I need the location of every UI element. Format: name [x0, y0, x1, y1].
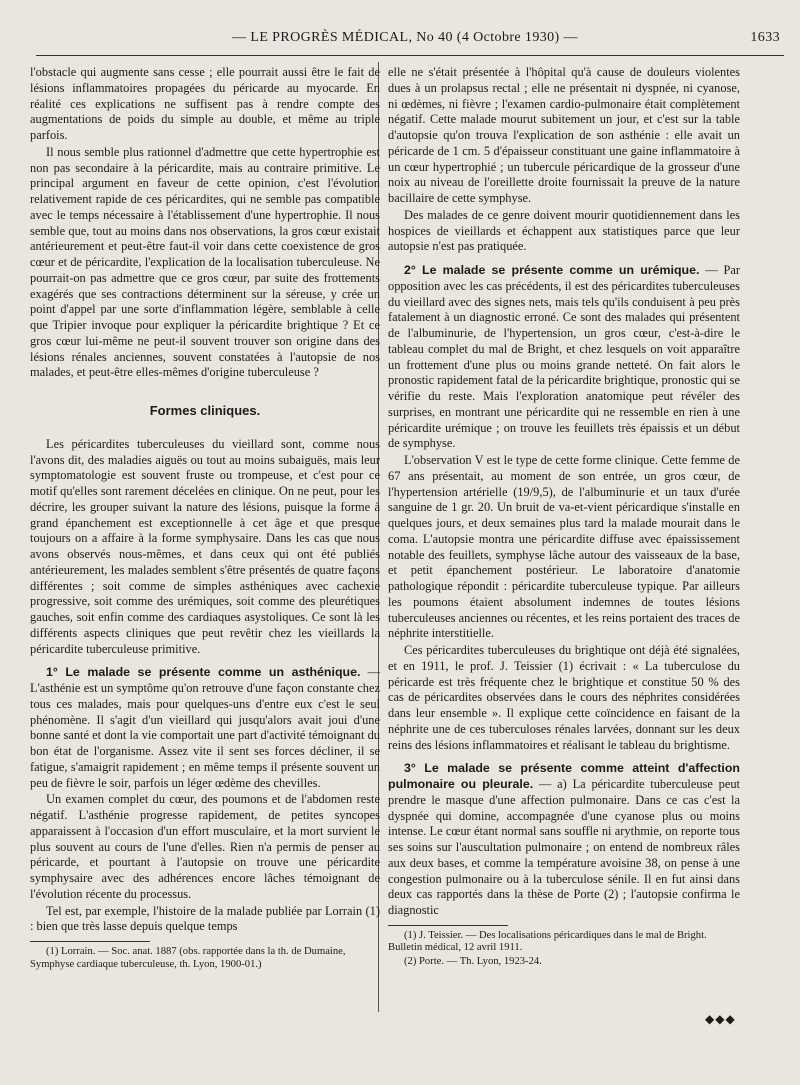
subsection-paragraph — [388, 263, 740, 452]
subsection-text: — a) La péricardite tuberculeuse peut prendre le masque d'une affection pulmonaire. Dans ce cas c'est la dyspnée qui domine, accompagnée d'une cyanose plus ou moins intense. Le cœur étant normal sans souffle ni arythmie, on reporte tous ses soins sur l'auscultation pulmonaire ; on entend de nombreux râles aux deux bases, et comme la température avoisine 38, on pense à une congestion pulmonaire ou à la tuberculose sénile. Il en fut ainsi dans deux cas rapportés dans la thèse de Porte (2) ; l'autopsie confirma le diagnostic — [388, 777, 741, 917]
page-number: 1633 — [750, 30, 780, 45]
paragraph: Des malades de ce genre doivent mourir quotidiennement dans les hospices de vieillards et échappent aux statistiques parce que leur autopsie n'est pas pratiquée. — [388, 207, 740, 254]
footnote: (1) Lorrain. — Soc. anat. 1887 (obs. rapportée dans la th. de Dumaine, Symphyse cardiaque tuberculeuse, th. Lyon, 1900-01.) — [30, 946, 346, 970]
footnote-rule — [388, 925, 508, 926]
paragraph: Il nous semble plus rationnel d'admettre que cette hypertrophie est non pas secondaire à la péricardite, mais au contraire primitive. Le principal argument en faveur de cette opinion, c'est l'évolution relativement rapide de ces péricardites, qui ne semble pas compatible avec le temps nécessaire à l'établissement d'une hypertrophie. Il nous semble que, tout au moins dans nos observations, la gros cœur existait antérieurement et peut-être faut-il voir dans cette coexistence de gros cœur et de péricardite, l'explication de la localisation tuberculeuse. Ne pourrait-on pas admettre que ce gros cœur, par suite des frottements exagérés que ses contractions déterminent sur la séreuse, y crée un point d'appel par une sorte d'inflammation légère, semblable à celle que Tripier invoque pour expliquer la péricardite brightique ? Et ce gros cœur lui-même ne peut-il souvent trouver son origine dans des lésions rénales anciennes, souvent constatées à l'autopsie de nos malades, et peut-être elles-mêmes d'origine tuberculeuse ? — [30, 144, 380, 380]
footnote: (1) J. Teissier. — Des localisations péricardiques dans le mal de Bright. Bulletin médical, 12 avril 1911. — [388, 929, 707, 954]
paragraph: Les péricardites tuberculeuses du vieillard sont, comme nous l'avons dit, des maladies aiguës ou tout au moins subaiguës, mais leur symptomatologie est souvent fruste ou trompeuse, et c'est pour ce motif qu'elles sont rarement décelées en clinique. On ne peut, pour les décrire, les grouper suivant la nature des lésions, puisque la forme à grand épanchement est exceptionnelle à cet âge et que presque toujours on a affaire à la forme symphysaire. Dans les cas que nous avons observés nous-mêmes, et dans ceux qui ont été publiés antérieurement, les malades semblent s'être présentés de quatre façons différentes ; soit comme de simples asthéniques avec cachexie progressive, soit comme des urémiques, soit comme des pleurétiques gauches, soit enfin comme des cardiaques asystoliques. Ce sont là les différents aspects cliniques que peut revêtir chez les vieillards la péricardite tuberculeuse primitive. — [30, 436, 380, 656]
subsection-heading: 2° Le malade se présente comme un urémique. — [404, 263, 700, 277]
right-column — [388, 65, 740, 968]
paragraph: L'observation V est le type de cette forme clinique. Cette femme de 67 ans présentait, au moment de son entrée, un gros cœur, de l'hypertension artérielle (19/9,5), de l'albuminurie et un taux d'urée sanguine de 1 gr. 20. Un bruit de va-et-vient péricardique s'installe en quelques jours, et deux semaines plus tard la malade mourait dans le coma. L'autopsie montra une péricardite diffuse avec épaississement notable des feuillets, symphyse lâche autour des vaisseaux de la base, et petit épanchement postérieur. Le laboratoire d'anatomie pathologique répondit : péricardite tuberculeuse typique. Par ailleurs les poumons étaient absolument indemnes de toutes lésions tuberculeuses anciennes ou récentes, et les reins portaient des traces de néphrite interstitielle. — [388, 453, 740, 641]
footnote: (2) Porte. — Th. Lyon, 1923-24. — [404, 955, 542, 967]
left-column — [30, 65, 380, 971]
paragraph: elle ne s'était présentée à l'hôpital qu'à cause de douleurs violentes dues à un prolapsus rectal ; elle ne présentait ni dyspnée, ni cyanose, ni œdèmes, ni fièvre ; l'examen cardio-pulmonaire était complètement négatif. Cette malade mourut subitement un jour, et c'est sur la table d'autopsie qu'on trouva l'explication de son asthénie : elle avait un péricarde de 1 cm. 5 d'épaisseur constituant une gaine inflammatoire à un cœur hypertrophié ; un tubercule péricardique de la grosseur d'une noix au niveau de l'oreillette droite fournissait la preuve de la nature bacillaire de cette symphyse. — [388, 65, 740, 205]
end-ornament-icon: ◆◆◆ — [705, 1012, 736, 1026]
footnote-rule — [30, 941, 150, 942]
section-heading: Formes cliniques. — [149, 403, 261, 418]
subsection-text: — L'asthénie est un symptôme qu'on retrouve d'une façon constante chez tous ces malades, mais pour quelques-uns d'entre eux c'est le seul phénomène. Il s'agit d'un vieillard qui jusqu'alors avait joui d'une bonne santé et dont la vie comportait une part d'activité témoignant du bon état de l'organisme. Assez vite il sent ses forces décliner, il se fatigue, s'amaigrit rapidement ; en même temps il présente souvent un peu de fièvre le soir, parfois un léger œdème des chevilles. — [30, 665, 380, 790]
subsection-heading: 1° Le malade se présente comme un asthénique. — [46, 665, 361, 680]
paragraph: Tel est, par exemple, l'histoire de la malade publiée par Lorrain (1) : bien que très lasse depuis quelque temps — [30, 903, 380, 934]
header-rule — [36, 55, 784, 56]
paragraph: Un examen complet du cœur, des poumons et de l'abdomen reste négatif. L'asthénie progresse rapidement, de petites syncopes apparaissent à l'occasion d'un effort musculaire, et la mort survient le plus souvent au cours de l'une d'elles. Rien n'a permis de penser au péricarde, et pourtant à l'autopsie on trouve une péricardite symphysaire avec des adhérences encore lâches témoignant de l'évolution récente du processus. — [30, 792, 380, 901]
journal-title: — LE PROGRÈS MÉDICAL, No 40 (4 Octobre 1930) — — [232, 30, 578, 45]
paragraph: l'obstacle qui augmente sans cesse ; elle pourrait aussi être le fait de lésions inflammatoires propagées du péricarde au myocarde. En réalité ces explications ne suffisent pas à rendre compte des augmentations de poids du simple au double, et même au triple parfois. — [30, 65, 380, 142]
subsection-text: — Par opposition avec les cas précédents, il est des péricardites tuberculeuses du vieillard avec des signes nets, mais tels qu'ils conduisent à peu près fatalement à un diagnostic erroné. Ce sont des malades qui présentent de l'albuminurie, de l'hypertension, un gros cœur, c'est-à-dire le tableau complet du mal de Bright, et chez lesquels on voit apparaître un frottement d'une plus ou moins grande netteté. On fait alors le pronostic rapidement fatal de la péricardite brightique, pronostic qui se vérifie du reste. Mais l'exploration anatomique peut révéler des surprises, en montrant une péricardite qui ne ressemble en rien à une péricardite urémique ; on trouve les feuillets très épaissis et un début de symphyse. — [388, 263, 740, 451]
running-header — [30, 30, 780, 48]
subsection-heading: 3° Le malade se présente comme atteint d'affection pulmonaire ou pleurale. — [388, 761, 740, 791]
subsection-paragraph — [30, 665, 380, 791]
paragraph: Ces péricardites tuberculeuses du brightique ont déjà été signalées, et en 1911, le prof. J. Teissier (1) écrivait : « La tuberculose du péricarde est très fréquente chez le brightique et constitue 50 % des cas de péricardites observées dans le cours des néphrites considérées dans leur ensemble ». Il explique cette coïncidence en faisant de la néphrite une de ces tuberculoses rénales larvées, donnant sur les deux reins des lésions inflammatoires et réalisant le tableau du brightisme. — [388, 643, 740, 752]
subsection-paragraph — [388, 761, 740, 919]
